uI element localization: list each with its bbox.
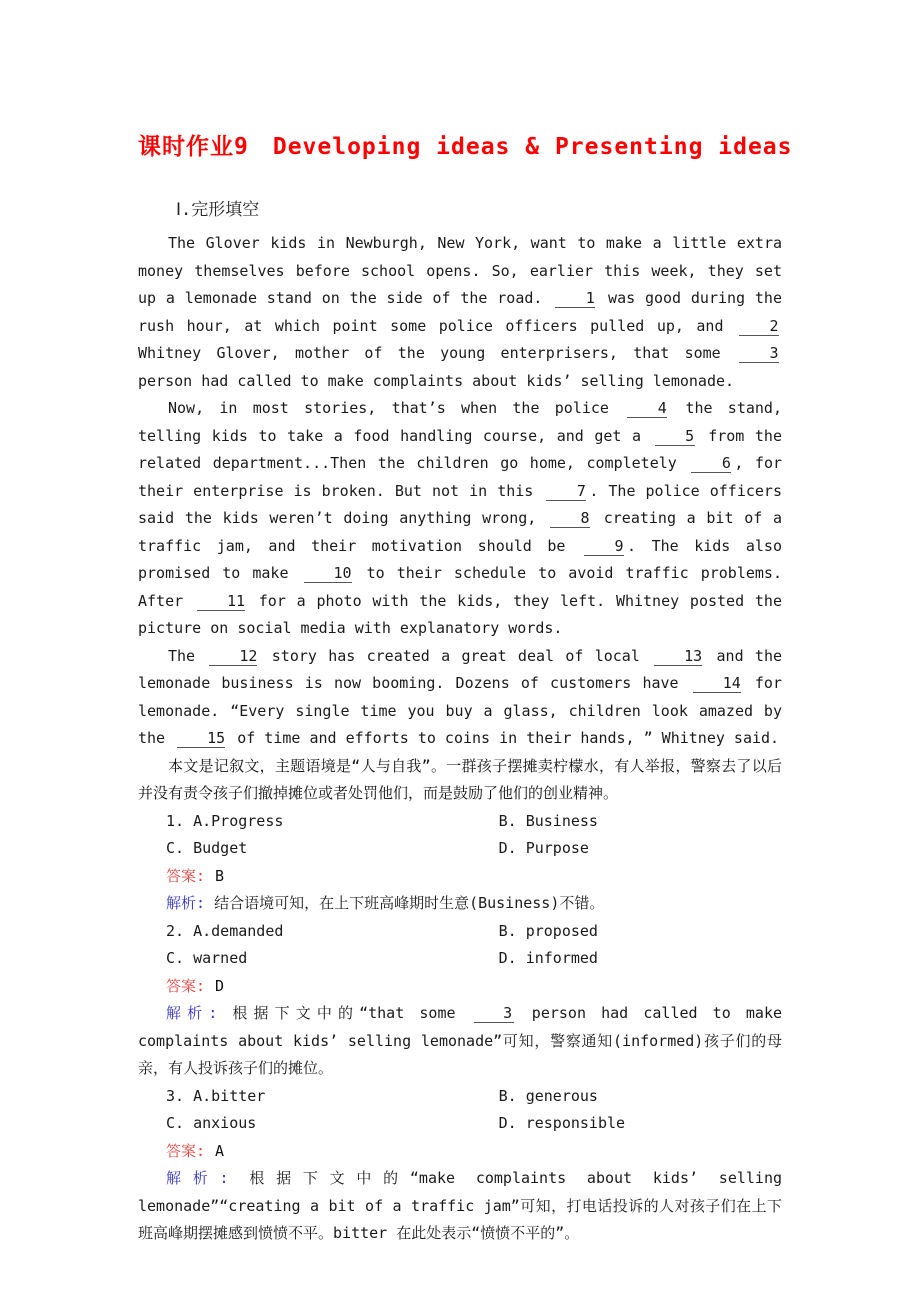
question-block-3 (138, 1083, 782, 1248)
question-number: 2. (166, 921, 185, 940)
question-number: 3. (166, 1086, 185, 1105)
option-d: D. Purpose (498, 839, 589, 857)
question-block-2 (138, 918, 782, 1083)
analysis-label: 解析: (166, 1169, 229, 1187)
passage-paragraph-1: The Glover kids in Newburgh, New York, want to make a little extra money themselves before school opens. So, earlier this week, they set up a lemonade stand on the side of the road. 1 was good during the rush hour, at which point some police officers pulled up, and 2 Whitney Glover, mother of the young enterprisers, that some 3 person had called to make complaints about kids’ selling lemonade. (138, 234, 782, 390)
option-row (138, 945, 782, 973)
section-heading: Ⅰ.完形填空 (176, 200, 260, 220)
answer-label: 答案: (166, 1141, 206, 1160)
analysis-blank-3: 3 (474, 1005, 514, 1023)
cloze-blank-11: 11 (197, 593, 245, 611)
analysis-label: 解析: (166, 1004, 218, 1022)
passage-summary: 本文是记叙文，主题语境是“人与自我”。一群孩子摆摊卖柠檬水，有人举报，警察去了以后并没有责令孩子们撤掉摊位或者处罚他们，而是鼓励了他们的创业精神。 (138, 756, 782, 802)
answer-row (138, 863, 782, 891)
option-b: B. Business (498, 811, 598, 830)
analysis: 解析: 根据下文中的“that some 3 person had called to make complaints about kids’ selling lemonade”可知，警察通知(informed)孩子们的母亲，有人投诉孩子们的摊位。 (138, 1004, 783, 1077)
question-number: 1. (166, 811, 185, 830)
option-d: D. informed (498, 949, 598, 967)
cloze-blank-6: 6 (691, 455, 731, 473)
option-c: C. anxious (166, 1114, 257, 1132)
analysis-label: 解析: (166, 894, 206, 912)
option-b: B. proposed (498, 921, 598, 940)
cloze-blank-4: 4 (627, 400, 667, 418)
cloze-blank-1: 1 (555, 290, 595, 308)
cloze-blank-5: 5 (655, 428, 695, 446)
answer-value: D (215, 976, 225, 995)
passage-paragraph-3: The 12 story has created a great deal of local 13 and the lemonade business is now booming. Dozens of customers have 14 for lemonade. “Every single time you buy a glass, children look amazed by the 15 of time and efforts to coins in their hands, ” Whitney said. (138, 646, 783, 747)
question-block-1 (138, 808, 782, 918)
cloze-blank-8: 8 (550, 510, 590, 528)
option-row (138, 1110, 782, 1138)
answer-label: 答案: (166, 976, 206, 995)
analysis: 解析: 根据下文中的“make complaints about kids’ selling lemonade”“creating a bit of a traffic jam”可知，打电话投诉的人对孩子们在上下班高峰期摆摊感到愤愤不平。bitter 在此处表示“愤愤不平的”。 (138, 1169, 783, 1242)
page-title: 课时作业9 Developing ideas & Presenting ideas (138, 134, 793, 160)
answer-label: 答案: (166, 866, 206, 885)
cloze-blank-15: 15 (177, 730, 225, 748)
option-row (138, 835, 782, 863)
answer-row (138, 973, 782, 1001)
question-number-and-option-a: 1. A.Progress (166, 811, 284, 830)
option-row (138, 808, 782, 836)
option-b: B. generous (498, 1086, 598, 1105)
cloze-blank-9: 9 (584, 538, 624, 556)
cloze-passage (138, 230, 782, 753)
option-row (138, 918, 782, 946)
cloze-blank-7: 7 (546, 483, 586, 501)
option-d: D. responsible (498, 1114, 626, 1132)
answer-row (138, 1138, 782, 1166)
answer-value: A (215, 1141, 225, 1160)
option-row (138, 1083, 782, 1111)
option-c: C. Budget (166, 839, 248, 857)
answer-value: B (215, 866, 225, 885)
analysis: 解析: 结合语境可知，在上下班高峰期时生意(Business)不错。 (166, 894, 605, 912)
cloze-blank-10: 10 (304, 565, 352, 583)
cloze-blank-12: 12 (209, 648, 257, 666)
question-number-and-option-a: 2. A.demanded (166, 921, 284, 940)
question-number-and-option-a: 3. A.bitter (166, 1086, 266, 1105)
questions-list (138, 808, 782, 1248)
cloze-blank-3: 3 (739, 345, 779, 363)
cloze-blank-2: 2 (739, 318, 779, 336)
cloze-blank-13: 13 (654, 648, 702, 666)
passage-paragraph-2: Now, in most stories, that’s when the police 4 the stand, telling kids to take a food handling course, and get a 5 from the related department...Then the children go home, completely 6 , for their enterprise is broken. But not in this 7 . The police officers said the kids weren’t doing anything wrong, 8 creating a bit of a traffic jam, and their motivation should be 9 . The kids also promised to make 10 to their schedule to avoid traffic problems. After 11 for a photo with the kids, they left. Whitney posted the picture on social media with explanatory words. (138, 399, 782, 637)
cloze-blank-14: 14 (693, 675, 741, 693)
option-c: C. warned (166, 949, 248, 967)
